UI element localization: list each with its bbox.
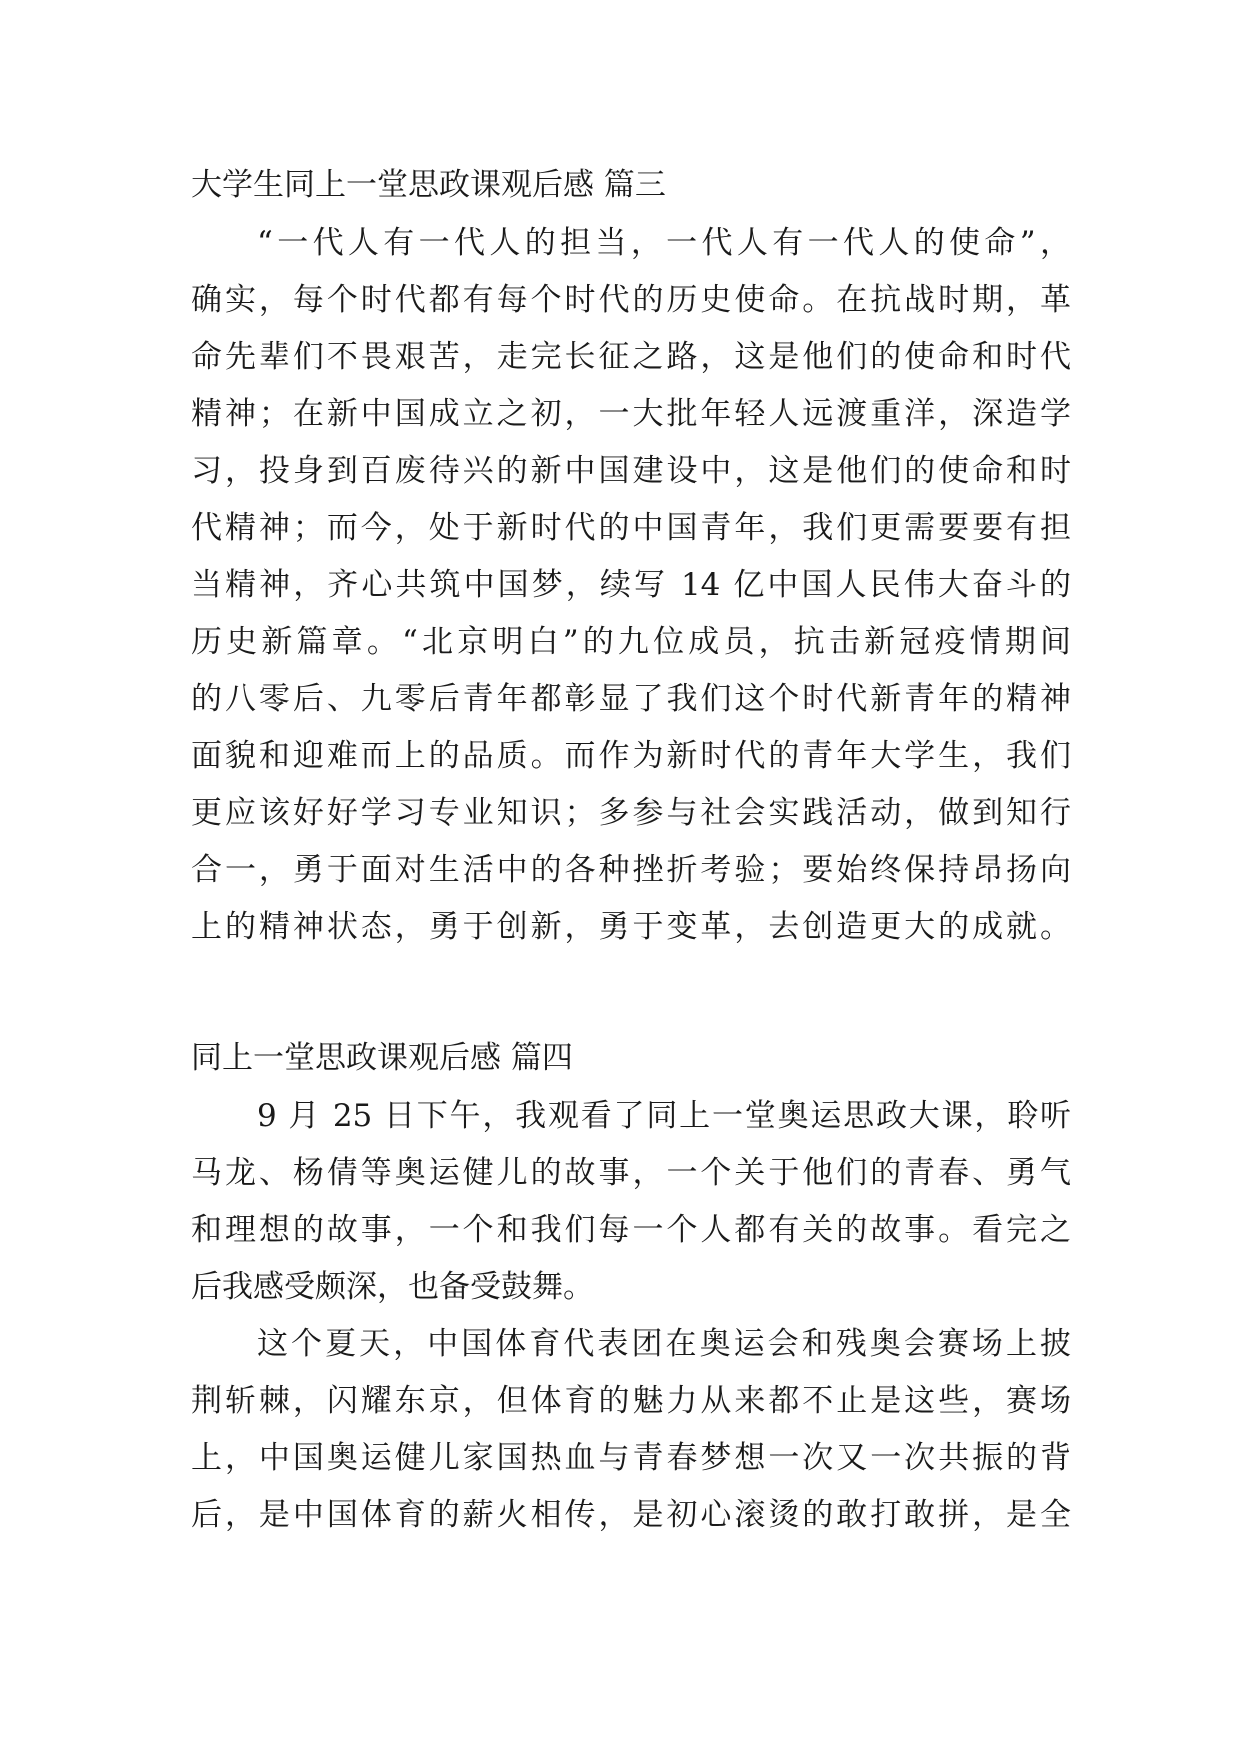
section4-paragraph1-line: 9 月 25 日下午，我观看了同上一堂奥运思政大课，聆听 xyxy=(257,1098,1071,1134)
section3-line: 更应该好好学习专业知识；多参与社会实践活动，做到知行 xyxy=(191,795,1071,831)
section3-line: 当精神，齐心共筑中国梦，续写 14 亿中国人民伟大奋斗的 xyxy=(191,567,1071,603)
section3-line: 上的精神状态，勇于创新，勇于变革，去创造更大的成就。 xyxy=(191,909,1071,945)
section4-paragraph2-line: 后，是中国体育的薪火相传，是初心滚烫的敢打敢拼，是全 xyxy=(191,1497,1071,1533)
section3-line: 代精神；而今，处于新时代的中国青年，我们更需要要有担 xyxy=(191,510,1071,546)
section3-line: 习，投身到百废待兴的新中国建设中，这是他们的使命和时 xyxy=(191,453,1071,489)
section4-paragraph1-line: 马龙、杨倩等奥运健儿的故事，一个关于他们的青春、勇气 xyxy=(191,1155,1071,1191)
section4-paragraph2-line: 上，中国奥运健儿家国热血与青春梦想一次又一次共振的背 xyxy=(191,1440,1071,1476)
section3-line: 历史新篇章。“北京明白”的九位成员，抗击新冠疫情期间 xyxy=(191,624,1071,660)
section4-paragraph2-line: 这个夏天，中国体育代表团在奥运会和残奥会赛场上披 xyxy=(257,1326,1071,1362)
section3-line: “一代人有一代人的担当，一代人有一代人的使命”， xyxy=(257,225,1071,261)
section3-line: 命先辈们不畏艰苦，走完长征之路，这是他们的使命和时代 xyxy=(191,339,1071,375)
section4-paragraph1-line: 后我感受颇深，也备受鼓舞。 xyxy=(191,1269,594,1305)
section4-heading: 同上一堂思政课观后感 篇四 xyxy=(191,1040,573,1076)
section3-line: 确实，每个时代都有每个时代的历史使命。在抗战时期，革 xyxy=(191,282,1071,318)
section4-paragraph2-line: 荆斩棘，闪耀东京，但体育的魅力从来都不止是这些，赛场 xyxy=(191,1383,1071,1419)
section3-line: 精神；在新中国成立之初，一大批年轻人远渡重洋，深造学 xyxy=(191,396,1071,432)
section3-line: 合一，勇于面对生活中的各种挫折考验；要始终保持昂扬向 xyxy=(191,852,1071,888)
section3-heading: 大学生同上一堂思政课观后感 篇三 xyxy=(191,167,666,203)
section3-line: 的八零后、九零后青年都彰显了我们这个时代新青年的精神 xyxy=(191,681,1071,717)
section4-paragraph1-line: 和理想的故事，一个和我们每一个人都有关的故事。看完之 xyxy=(191,1212,1071,1248)
section3-line: 面貌和迎难而上的品质。而作为新时代的青年大学生，我们 xyxy=(191,738,1071,774)
